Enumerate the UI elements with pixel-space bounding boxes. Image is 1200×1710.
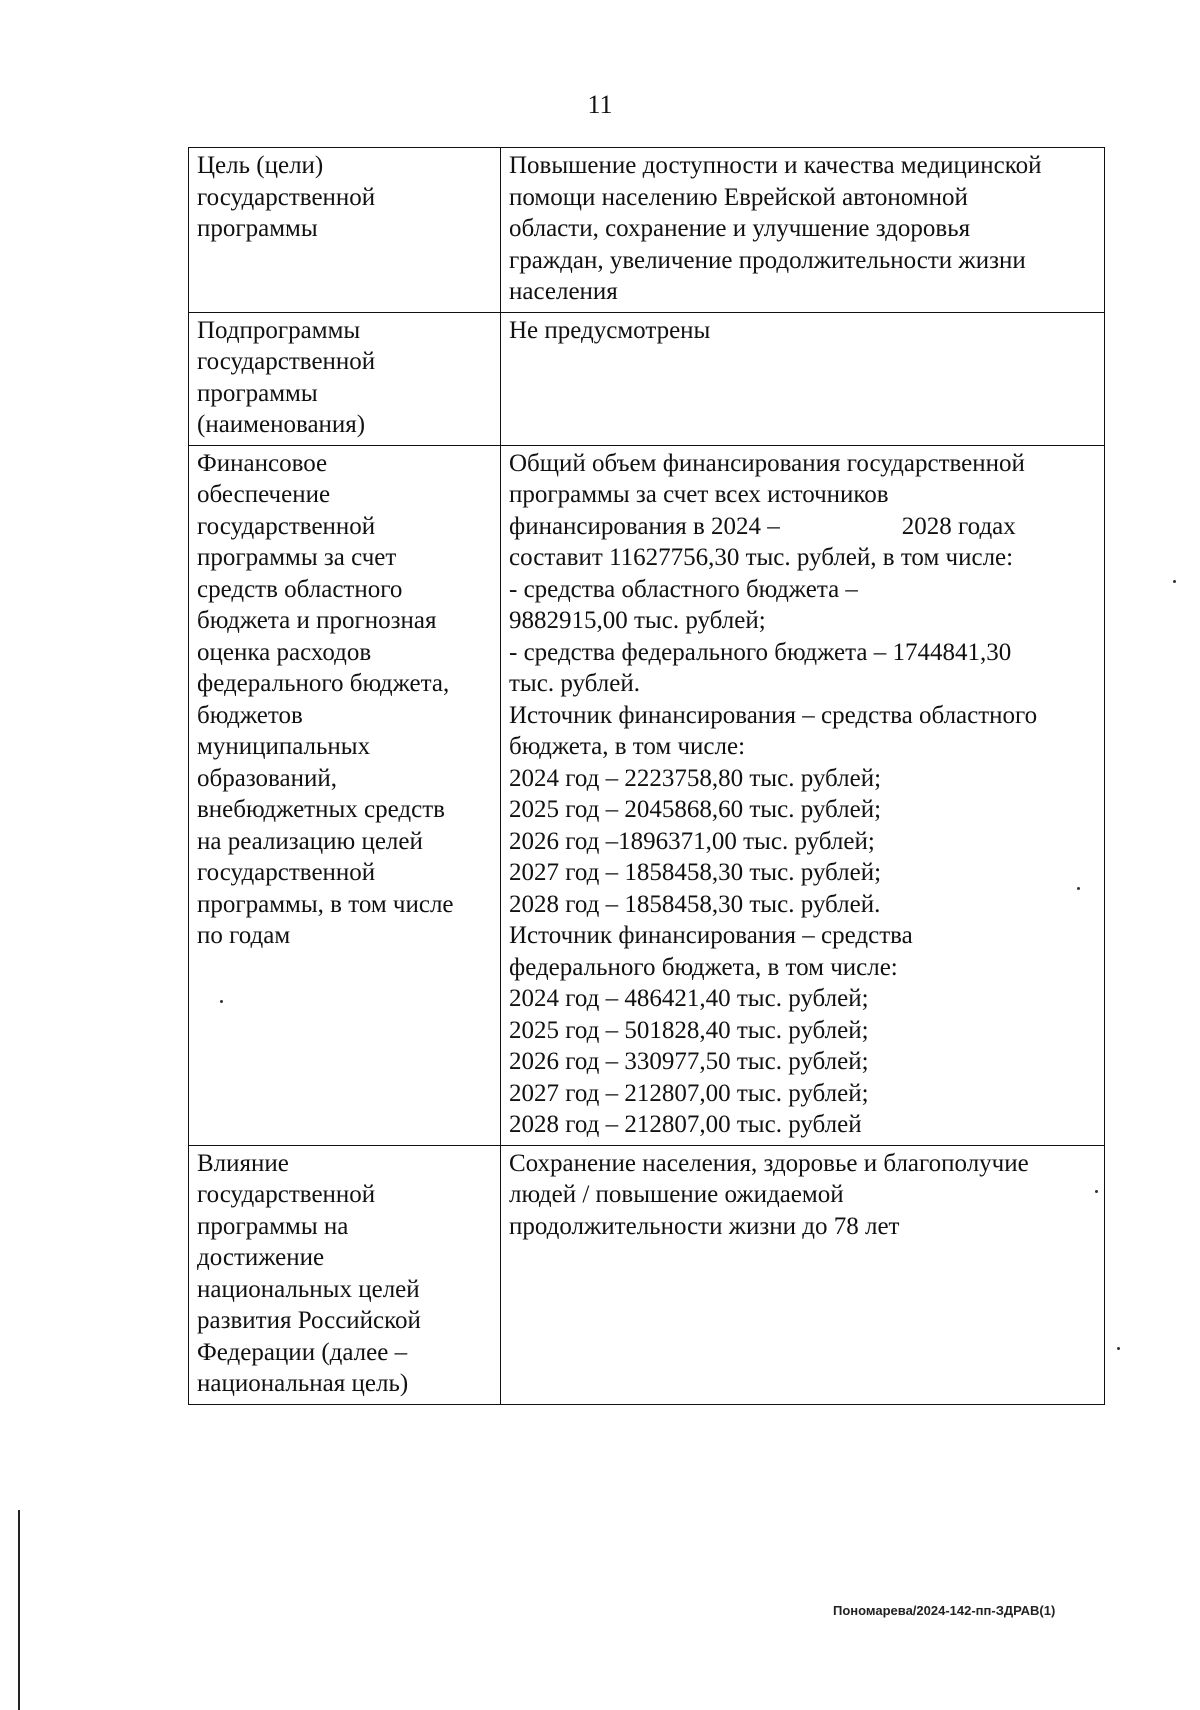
- value-line: 2024 год – 486421,40 тыс. рублей;: [509, 985, 869, 1012]
- label-line: на реализацию целей: [197, 827, 423, 855]
- value-line: 2028 год – 1858458,30 тыс. рублей.: [509, 890, 881, 918]
- label-line: национальных целей: [197, 1275, 420, 1303]
- label-line: муниципальных: [197, 733, 371, 760]
- value-line-split: [509, 511, 1096, 543]
- label-line: достижение: [197, 1244, 325, 1271]
- label-line: бюджета и прогнозная: [197, 607, 437, 634]
- table-row-national-goals: [189, 1145, 1105, 1404]
- value-line: составит 11627756,30 тыс. рублей, в том числе:: [509, 544, 1014, 571]
- label-line: государственной: [197, 859, 376, 886]
- label-line: Подпрограммы: [197, 316, 361, 344]
- label-line: программы, в том числе: [197, 890, 454, 918]
- label-line: по годам: [197, 922, 291, 949]
- label-line: программы на: [197, 1212, 349, 1240]
- label-line: государственной: [197, 183, 376, 211]
- value-line: населения: [509, 278, 618, 305]
- value-line: программы за счет всех источников: [509, 481, 889, 508]
- value-line: 2028 год – 212807,00 тыс. рублей: [509, 1111, 862, 1138]
- value-line: бюджета, в том числе:: [509, 733, 746, 760]
- scan-speck: [1077, 887, 1080, 890]
- value-line: - средства федерального бюджета – 1744841,30: [509, 638, 1012, 666]
- split-right: 2028 годах: [901, 512, 1016, 540]
- value-line: области, сохранение и улучшение здоровья: [509, 215, 971, 242]
- value-line: 2025 год – 501828,40 тыс. рублей;: [509, 1016, 869, 1044]
- label-line: программы за счет: [197, 544, 397, 571]
- label-line: федерального бюджета,: [197, 670, 450, 697]
- scan-speck: [1173, 580, 1176, 583]
- label-line: внебюджетных средств: [197, 796, 445, 823]
- label-line: Финансовое: [197, 449, 328, 477]
- financing-value-cell: [501, 445, 1105, 1145]
- label-line: развития Российской: [197, 1307, 421, 1334]
- value-line: 2024 год – 2223758,80 тыс. рублей;: [509, 764, 882, 792]
- subprograms-value-cell: [501, 312, 1105, 445]
- label-line: Федерации (далее –: [197, 1338, 408, 1366]
- financing-label-cell: [189, 445, 501, 1145]
- value-line: 2026 год – 330977,50 тыс. рублей;: [509, 1048, 869, 1075]
- value-line: людей / повышение ожидаемой: [509, 1181, 844, 1208]
- split-left: финансирования в 2024 –: [509, 512, 780, 540]
- label-line: образований,: [197, 764, 338, 792]
- value-line: - средства областного бюджета –: [509, 575, 858, 603]
- table-row-subprograms: [189, 312, 1105, 445]
- national-goals-value-cell: [501, 1145, 1105, 1404]
- value-line: Не предусмотрены: [509, 316, 711, 344]
- value-line: 9882915,00 тыс. рублей;: [509, 607, 766, 634]
- value-line: 2027 год – 212807,00 тыс. рублей;: [509, 1079, 869, 1107]
- value-line: тыс. рублей.: [509, 670, 640, 697]
- page-number: 11: [587, 90, 613, 119]
- label-line: национальная цель): [197, 1370, 409, 1397]
- label-line: государственной: [197, 348, 376, 375]
- program-passport-table: [188, 147, 1105, 1405]
- table-row-financing: [189, 445, 1105, 1145]
- value-line: Повышение доступности и качества медицинской: [509, 152, 1042, 179]
- label-line: обеспечение: [197, 481, 331, 508]
- goal-value-cell: [501, 148, 1105, 313]
- label-line: программы: [197, 379, 318, 407]
- label-line: программы: [197, 215, 318, 242]
- goal-label-cell: [189, 148, 501, 313]
- national-goals-label-cell: [189, 1145, 501, 1404]
- value-line: Источник финансирования – средства областного: [509, 701, 1038, 729]
- scan-edge-line: [18, 1510, 20, 1710]
- value-line: 2027 год – 1858458,30 тыс. рублей;: [509, 859, 882, 886]
- value-line: продолжительности жизни до 78 лет: [509, 1212, 900, 1240]
- document-code: Пономарева/2024-142-пп-ЗДРАВ(1): [833, 1603, 1056, 1618]
- value-line: 2025 год – 2045868,60 тыс. рублей;: [509, 796, 882, 823]
- label-line: средств областного: [197, 575, 403, 603]
- scan-speck: [220, 1000, 223, 1003]
- value-line: Источник финансирования – средства: [509, 922, 913, 949]
- label-line: государственной: [197, 1181, 376, 1208]
- label-line: (наименования): [197, 411, 366, 438]
- value-line: Общий объем финансирования государственной: [509, 449, 1025, 477]
- value-line: 2026 год –1896371,00 тыс. рублей;: [509, 827, 875, 855]
- value-line: федерального бюджета, в том числе:: [509, 953, 898, 981]
- value-line: граждан, увеличение продолжительности жизни: [509, 246, 1026, 274]
- scan-speck: [1095, 1190, 1098, 1193]
- value-line: помощи населению Еврейской автономной: [509, 183, 968, 211]
- subprograms-label-cell: [189, 312, 501, 445]
- label-line: оценка расходов: [197, 638, 372, 666]
- label-line: Влияние: [197, 1149, 289, 1177]
- label-line: бюджетов: [197, 701, 303, 729]
- label-line: Цель (цели): [197, 152, 324, 179]
- label-line: государственной: [197, 512, 376, 540]
- value-line: Сохранение населения, здоровье и благополучие: [509, 1149, 1029, 1177]
- table-row-goal: [189, 148, 1105, 313]
- scan-speck: [1117, 1347, 1120, 1350]
